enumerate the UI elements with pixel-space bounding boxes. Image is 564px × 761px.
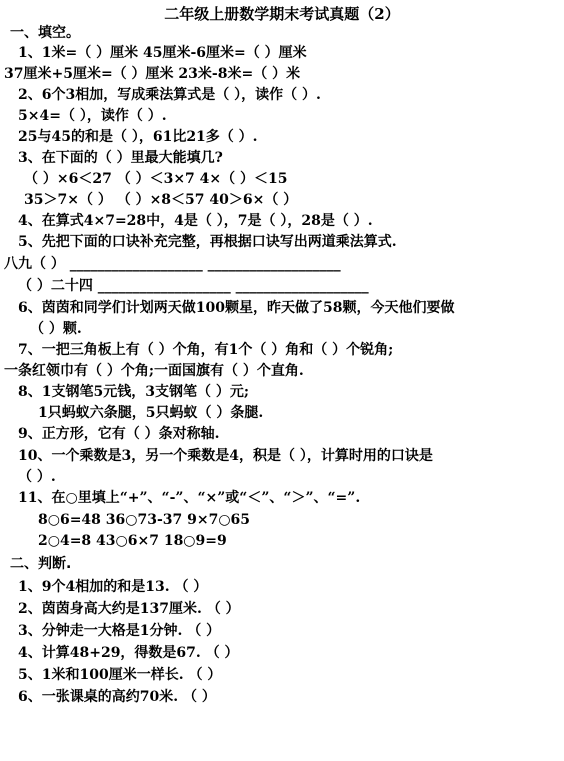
judge-item-3: 3、分钟走一大格是1分钟. （ ） [18,623,221,639]
judge-item-6: 6、一张课桌的高约70米. （ ） [18,689,216,705]
line-8: 35＞7×（ ） （ ）×8＜57 40＞6×（ ） [24,192,298,208]
line-18: 1只蚂蚁六条腿，5只蚂蚁（ ）条腿. [38,405,264,421]
line-23: 8○6=48 36○73-37 9×7○65 [38,512,251,528]
line-13: 6、茵茵和同学们计划两天做100颗星，昨天做了58颗，今天他们要做 [18,300,455,316]
line-6: 3、在下面的（ ）里最大能填几? [18,150,223,166]
line-11: 八九（ ） ___________________ ___________________ [4,256,341,272]
line-15: 7、一把三角板上有（ ）个角，有1个（ ）角和（ ）个锐角; [18,342,394,358]
section-heading-fill-in: 一、填空。 [10,25,80,41]
line-7: （ ）×6＜27 （ ）＜3×7 4×（ ）＜15 [24,171,288,187]
line-24: 2○4=8 43○6×7 18○9=9 [38,533,227,549]
line-2: 37厘米+5厘米=（ ）厘米 23米-8米=（ ）米 [4,66,301,82]
line-5: 25与45的和是（ ），61比21多（ ）. [18,129,258,145]
judge-item-2: 2、茵茵身高大约是137厘米. （ ） [18,601,240,617]
line-16: 一条红领巾有（ ）个角;一面国旗有（ ）个直角. [4,363,304,379]
line-19: 9、正方形，它有（ ）条对称轴. [18,426,220,442]
line-1: 1、1米=（ ）厘米 45厘米-6厘米=（ ）厘米 [18,45,307,61]
line-12: （ ）二十四 ___________________ ___________________ [18,278,369,294]
line-22: 11、在○里填上“+”、“-”、“×”或“＜”、“＞”、“=”. [18,490,361,506]
page-title: 二年级上册数学期末考试真题（2） [164,5,400,23]
judge-item-4: 4、计算48+29，得数是67. （ ） [18,645,239,661]
line-3: 2、6个3相加，写成乘法算式是（ ），读作（ ）. [18,87,321,103]
judge-item-1: 1、9个4相加的和是13. （ ） [18,579,208,595]
section-heading-judge: 二、判断. [10,556,72,572]
line-20: 10、一个乘数是3，另一个乘数是4，积是（ ），计算时用的口诀是 [18,448,433,464]
line-17: 8、1支钢笔5元钱，3支钢笔（ ）元; [18,384,250,400]
line-9: 4、在算式4×7=28中，4是（ ），7是（ ），28是（ ）. [18,213,373,229]
line-21: （ ）. [18,469,56,485]
judge-item-5: 5、1米和100厘米一样长. （ ） [18,667,222,683]
line-10: 5、先把下面的口诀补充完整，再根据口诀写出两道乘法算式. [18,234,397,250]
line-14: （ ）颗. [30,321,82,337]
line-4: 5×4=（ ），读作（ ）. [18,108,167,124]
